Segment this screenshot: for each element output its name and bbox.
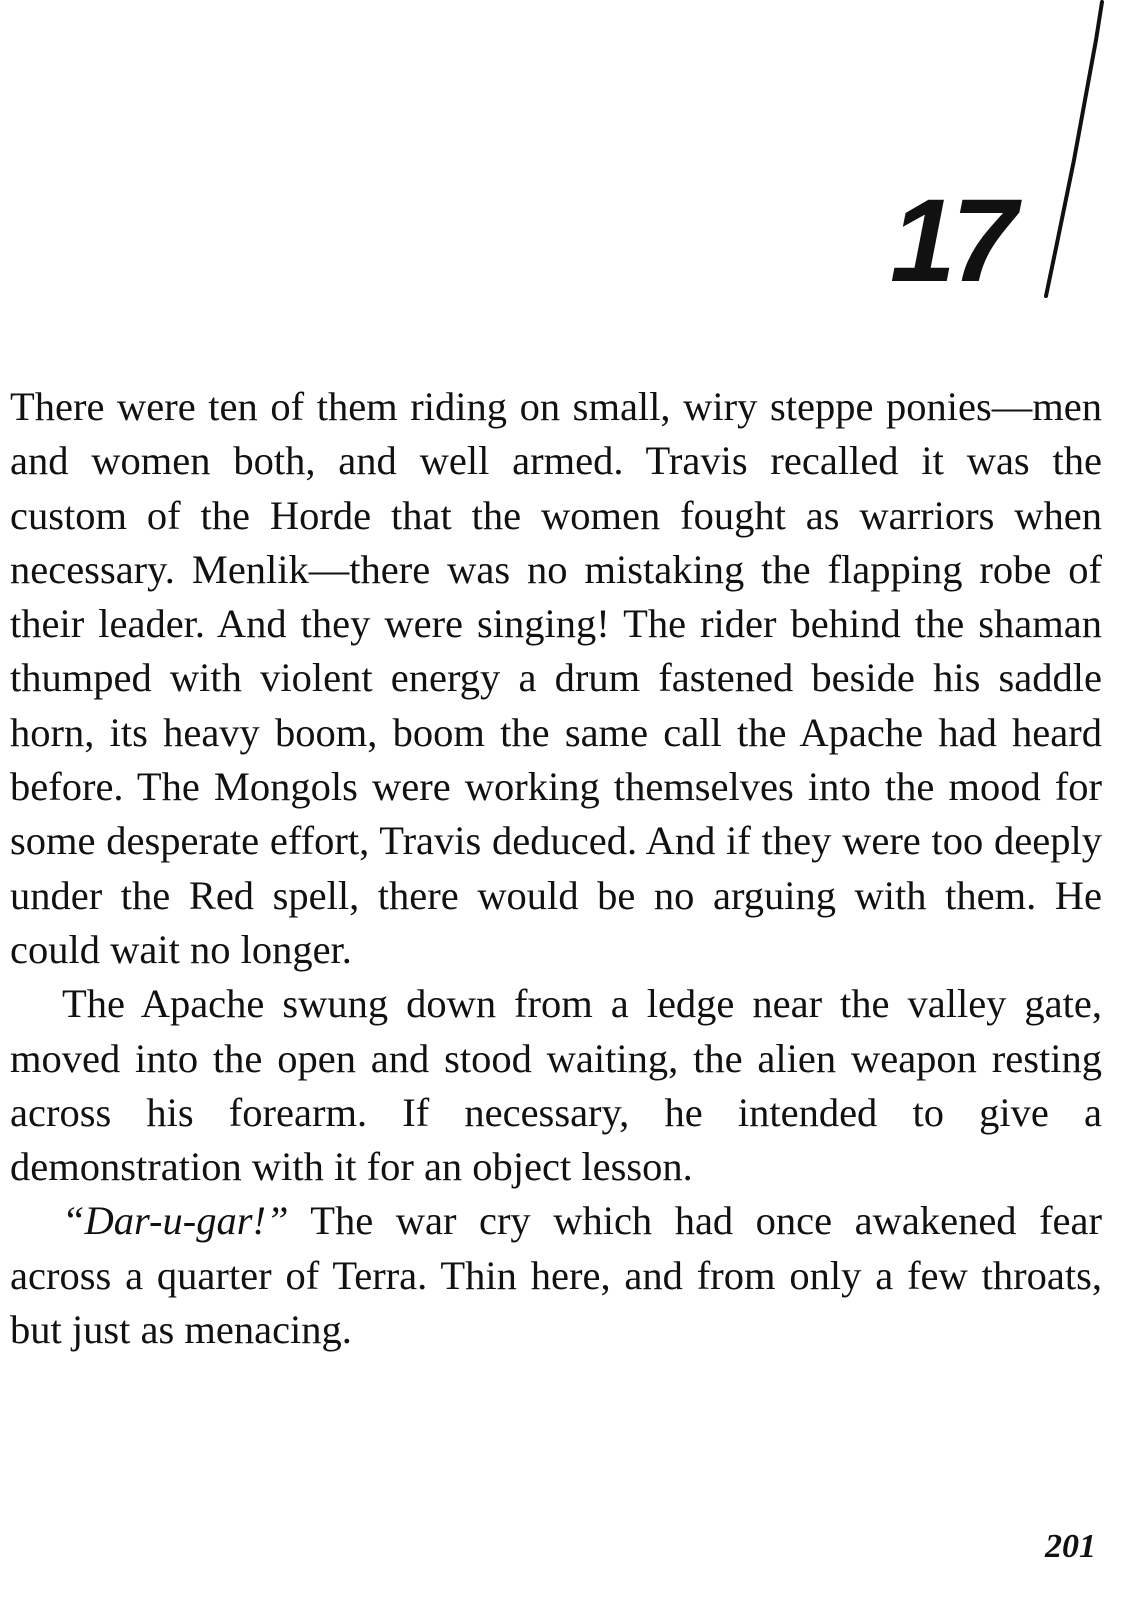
chapter-heading <box>860 0 1132 340</box>
war-cry-quote: “Dar-u-gar!” <box>62 1198 289 1244</box>
chapter-number: 17 <box>890 175 1014 307</box>
paragraph: The Apache swung down from a ledge near the valley gate, moved into the open and stood waiting, the alien weapon resting across his forearm. If necessary, he intended to give a demonstration with it for an object lesson. <box>10 981 1102 1190</box>
chapter-body <box>10 380 1102 1357</box>
paragraph-text: The war cry which had once awakened fear across a quarter of Terra. Thin here, and from only a few throats, but just as menacing. <box>10 1198 1102 1353</box>
paragraph: There were ten of them riding on small, wiry steppe ponies—men and women both, and well armed. Travis recalled it was the custom of the Horde that the women fought as warriors when necessary. Menlik—there was no mistaking the flapping robe of their leader. And they were singing! The rider behind the shaman thumped with violent energy a drum fastened beside his saddle horn, its heavy boom, boom the same call the Apache had heard before. The Mongols were working themselves into the mood for some desperate effort, Travis deduced. And if they were too deeply under the Red spell, there would be no arguing with them. He could wait no longer. <box>10 384 1102 972</box>
page-number: 201 <box>1045 1528 1096 1565</box>
paragraph <box>10 1194 1102 1357</box>
